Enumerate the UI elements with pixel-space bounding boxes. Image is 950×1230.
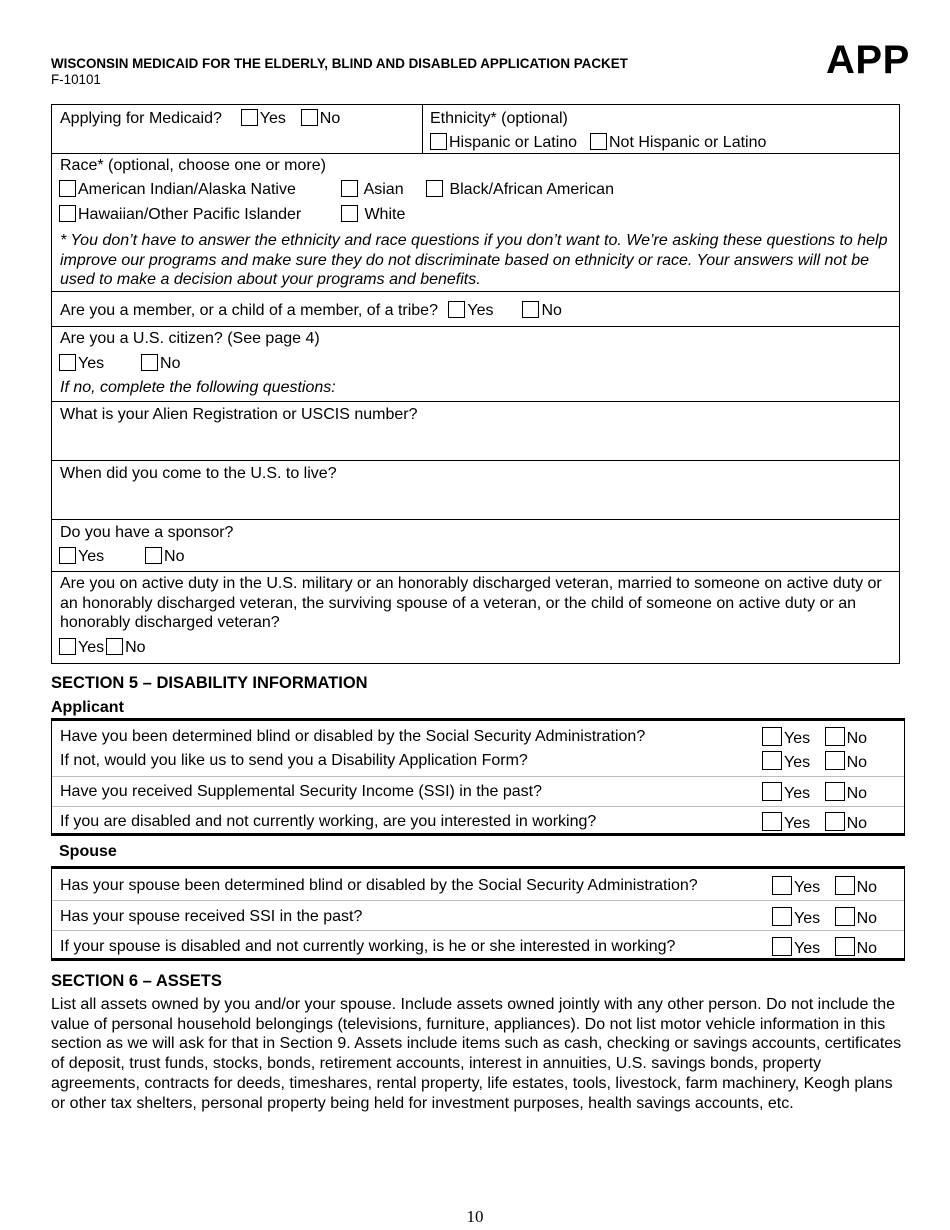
arrival-row[interactable] bbox=[52, 460, 899, 520]
column-divider bbox=[422, 105, 423, 153]
tribe-field bbox=[60, 301, 562, 321]
race-option-asian bbox=[341, 180, 404, 200]
hispanic-checkbox[interactable] bbox=[430, 133, 447, 150]
sponsor-options bbox=[59, 547, 184, 567]
not-hispanic-checkbox[interactable] bbox=[590, 133, 607, 150]
page-number: 10 bbox=[466, 1207, 484, 1226]
spouse-ssa-question: Has your spouse been determined blind or disabled by the Social Security Administration? bbox=[60, 877, 698, 894]
personal-info-box bbox=[51, 104, 900, 664]
sponsor-question: Do you have a sponsor? bbox=[60, 524, 234, 541]
military-row bbox=[52, 571, 899, 664]
military-yes-checkbox[interactable] bbox=[59, 638, 76, 655]
citizen-row bbox=[52, 326, 899, 402]
race-label: Race* (optional, choose one or more) bbox=[60, 157, 326, 174]
tribe-no-label: No bbox=[541, 302, 562, 319]
spouse-working-no-checkbox[interactable] bbox=[835, 937, 855, 956]
spouse-working-no-label: No bbox=[856, 940, 878, 957]
applicant-ssa-yes-checkbox[interactable] bbox=[762, 727, 782, 746]
race-option-white bbox=[341, 205, 405, 225]
spouse-row-ssa bbox=[52, 869, 904, 900]
spouse-ssa-no-checkbox[interactable] bbox=[835, 876, 855, 895]
sponsor-yes-label: Yes bbox=[78, 548, 105, 565]
spouse-ssi-question: Has your spouse received SSI in the past? bbox=[60, 908, 363, 925]
spouse-ssa-yes-label: Yes bbox=[794, 879, 821, 896]
applying-yes-label: Yes bbox=[259, 110, 286, 127]
applicant-ssi-question: Have you received Supplemental Security Income (SSI) in the past? bbox=[60, 783, 543, 800]
spouse-ssa-yes-checkbox[interactable] bbox=[772, 876, 792, 895]
race-option-hawaiian bbox=[59, 205, 301, 225]
spouse-working-yes-label: Yes bbox=[794, 940, 821, 957]
applicant-form-yes-label: Yes bbox=[784, 754, 811, 771]
applicant-form-yes-checkbox[interactable] bbox=[762, 751, 782, 770]
citizen-note: If no, complete the following questions: bbox=[60, 379, 336, 396]
spouse-ssa-options bbox=[772, 876, 877, 898]
applicant-working-no-checkbox[interactable] bbox=[825, 812, 845, 831]
citizen-options bbox=[59, 354, 180, 374]
form-title: WISCONSIN MEDICAID FOR THE ELDERLY, BLIND AND DISABLED APPLICATION PACKET bbox=[51, 56, 628, 71]
applicant-row-working bbox=[52, 806, 904, 837]
tribe-no-checkbox[interactable] bbox=[522, 301, 539, 318]
applicant-ssi-yes-checkbox[interactable] bbox=[762, 782, 782, 801]
applicant-ssi-yes-label: Yes bbox=[784, 785, 811, 802]
citizen-yes-label: Yes bbox=[78, 355, 105, 372]
spouse-ssi-yes-label: Yes bbox=[794, 910, 821, 927]
military-no-label: No bbox=[125, 639, 146, 656]
applicant-row-ssa bbox=[52, 721, 904, 776]
applicant-questions-table bbox=[51, 718, 905, 836]
form-number: F-10101 bbox=[51, 72, 101, 87]
app-label: APP bbox=[826, 38, 910, 82]
spouse-ssi-no-label: No bbox=[856, 910, 878, 927]
military-yes-label: Yes bbox=[78, 639, 105, 656]
citizen-question: Are you a U.S. citizen? (See page 4) bbox=[60, 330, 320, 347]
applying-no-label: No bbox=[319, 110, 341, 127]
applicant-form-options bbox=[762, 751, 867, 773]
alien-row[interactable] bbox=[52, 401, 899, 461]
spouse-ssi-no-checkbox[interactable] bbox=[835, 907, 855, 926]
applicant-working-question: If you are disabled and not currently working, are you interested in working? bbox=[60, 813, 597, 830]
section5-title: SECTION 5 – DISABILITY INFORMATION bbox=[51, 674, 368, 692]
applicant-ssa-yes-label: Yes bbox=[784, 730, 811, 747]
tribe-yes-label: Yes bbox=[467, 302, 494, 319]
race-row bbox=[52, 153, 899, 292]
applicant-working-options bbox=[762, 812, 867, 834]
alien-number-question: What is your Alien Registration or USCIS number? bbox=[60, 406, 418, 423]
citizen-yes-checkbox[interactable] bbox=[59, 354, 76, 371]
applicant-label: Applicant bbox=[51, 699, 124, 716]
applying-no-checkbox[interactable] bbox=[301, 109, 318, 126]
sponsor-yes-checkbox[interactable] bbox=[59, 547, 76, 564]
spouse-working-question: If your spouse is disabled and not currently working, is he or she interested in working? bbox=[60, 938, 676, 955]
citizen-no-label: No bbox=[160, 355, 181, 372]
applicant-form-question: If not, would you like us to send you a Disability Application Form? bbox=[60, 752, 528, 769]
tribe-yes-checkbox[interactable] bbox=[448, 301, 465, 318]
applicant-working-yes-checkbox[interactable] bbox=[762, 812, 782, 831]
race-option-black bbox=[426, 180, 614, 200]
spouse-label: Spouse bbox=[59, 843, 117, 860]
white-label: White bbox=[364, 206, 406, 223]
ethnicity-options bbox=[430, 133, 766, 153]
applicant-ssa-question: Have you been determined blind or disabled by the Social Security Administration? bbox=[60, 728, 646, 745]
applicant-ssa-no-label: No bbox=[846, 730, 868, 747]
ethnicity-label: Ethnicity* (optional) bbox=[430, 110, 568, 127]
spouse-ssa-no-label: No bbox=[856, 879, 878, 896]
hawaiian-checkbox[interactable] bbox=[59, 205, 76, 222]
tribe-row bbox=[52, 291, 899, 327]
spouse-working-options bbox=[772, 937, 877, 959]
sponsor-row bbox=[52, 519, 899, 572]
arrival-date-question: When did you come to the U.S. to live? bbox=[60, 465, 337, 482]
military-no-checkbox[interactable] bbox=[106, 638, 123, 655]
hispanic-label: Hispanic or Latino bbox=[449, 134, 578, 151]
military-options bbox=[59, 638, 146, 658]
applicant-ssi-no-label: No bbox=[846, 785, 868, 802]
applicant-row-ssi bbox=[52, 776, 904, 807]
tribe-question: Are you a member, or a child of a member, of a tribe? bbox=[60, 302, 438, 319]
not-hispanic-label: Not Hispanic or Latino bbox=[608, 134, 767, 151]
assets-instructions: List all assets owned by you and/or your spouse. Include assets owned jointly with any other person. Do not include the value of personal household belongings (televisions, furniture, appliances). Do not list motor vehicle information in this section as we will ask for that in Section 9. Assets include items such as cash, checking or savings accounts, certificates of deposit, trust funds, stocks, bonds, retirement accounts, interest in annuities, U.S. savings bonds, property agreements, contracts for deeds, timeshares, rental property, life estates, tools, livestock, farm machinery, Keogh plans or other tax shelters, personal property being held for investment purposes, health savings accounts, etc. bbox=[51, 996, 902, 1112]
spouse-ssi-yes-checkbox[interactable] bbox=[772, 907, 792, 926]
american-indian-checkbox[interactable] bbox=[59, 180, 76, 197]
spouse-row-working bbox=[52, 930, 904, 961]
black-label: Black/African American bbox=[449, 181, 614, 198]
applicant-ssa-options bbox=[762, 727, 867, 749]
asian-checkbox[interactable] bbox=[341, 180, 358, 197]
applicant-form-no-checkbox[interactable] bbox=[825, 751, 845, 770]
applying-medicaid-question: Applying for Medicaid? bbox=[60, 110, 222, 127]
applicant-ssi-no-checkbox[interactable] bbox=[825, 782, 845, 801]
sponsor-no-label: No bbox=[164, 548, 185, 565]
spouse-working-yes-checkbox[interactable] bbox=[772, 937, 792, 956]
applicant-form-no-label: No bbox=[846, 754, 868, 771]
race-option-american-indian bbox=[59, 180, 296, 200]
applicant-ssi-options bbox=[762, 782, 867, 804]
white-checkbox[interactable] bbox=[341, 205, 358, 222]
hawaiian-label: Hawaiian/Other Pacific Islander bbox=[78, 206, 302, 223]
black-checkbox[interactable] bbox=[426, 180, 443, 197]
applying-medicaid-field bbox=[60, 109, 340, 129]
applicant-working-yes-label: Yes bbox=[784, 815, 811, 832]
race-ethnicity-note: * You don’t have to answer the ethnicity and race questions if you don’t want to. We’re asking these questions to help improve our programs and make sure they do not discriminate based on ethnicity or race. Your answers will not be used to make a decision about your programs and benefits. bbox=[60, 232, 888, 289]
sponsor-no-checkbox[interactable] bbox=[145, 547, 162, 564]
applicant-ssa-no-checkbox[interactable] bbox=[825, 727, 845, 746]
military-question: Are you on active duty in the U.S. military or an honorably discharged veteran, married to someone on active duty or an honorably discharged veteran, the surviving spouse of a veteran, or the child of someone on active duty or an honorably discharged veteran? bbox=[60, 575, 882, 632]
section6-title: SECTION 6 – ASSETS bbox=[51, 972, 222, 990]
asian-label: Asian bbox=[363, 181, 404, 198]
spouse-row-ssi bbox=[52, 900, 904, 931]
applying-ethnicity-row bbox=[52, 105, 899, 153]
citizen-no-checkbox[interactable] bbox=[141, 354, 158, 371]
applying-yes-checkbox[interactable] bbox=[241, 109, 258, 126]
spouse-ssi-options bbox=[772, 907, 877, 929]
american-indian-label: American Indian/Alaska Native bbox=[78, 181, 296, 198]
spouse-questions-table bbox=[51, 866, 905, 961]
applicant-working-no-label: No bbox=[846, 815, 868, 832]
